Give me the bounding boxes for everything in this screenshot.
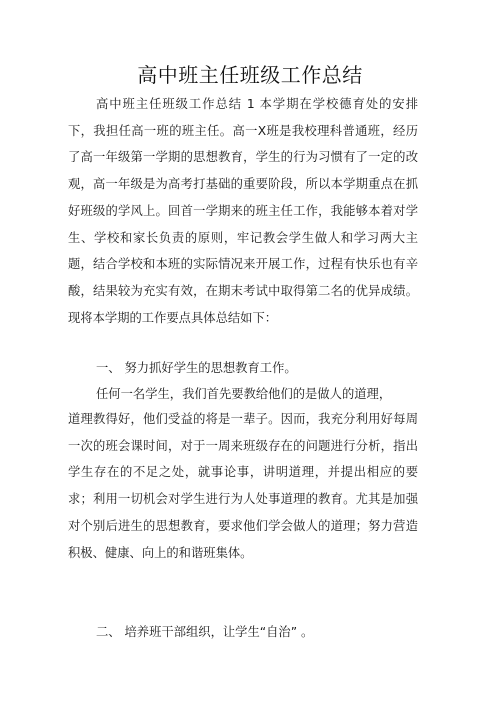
section-1-body-paragraph: 道理教得好，他们受益的将是一辈子。因而，我充分利用好每周一次的班会课时间，对于一周来班级存在的问题进行分析，指出学生存在的不足之处，就事论事，讲明道理，并提出相应的要求；利用一切机会对学生进行为人处事道理的教育。尤其是加强对个别后进生的思想教育，要求他们学会做人的道理；努力营造积极、健康、向上的和谐班集体。 (68, 412, 418, 560)
intro-paragraph: 高中班主任班级工作总结 1 本学期在学校德育处的安排下，我担任高一班的班主任。高一X班是我校理科普通班，经历了高一年级第一学期的思想教育，学生的行为习惯有了一定的改观，高一年级是为高考打基础的重要阶段，所以本学期重点在抓好班级的学风上。回首一学期来的班主任工作，我能够本着对学生、学校和家长负责的原则，牢记教会学生做人和学习两大主题，结合学校和本班的实际情况来开展工作，过程有快乐也有辛酸，结果较为充实有效，在期末考试中取得第二名的优异成绩。现将本学期的工作要点具体总结如下： (68, 97, 418, 325)
section-1-lead-paragraph: 任何一名学生，我们首先要教给他们的是做人的道理， (96, 387, 392, 401)
section-1-heading: 一、 努力抓好学生的思想教育工作。 (96, 361, 297, 375)
section-2-heading: 二、 培养班干部组织，让学生“自治” 。 (96, 625, 314, 639)
document-title: 高中班主任班级工作总结 (137, 63, 363, 87)
